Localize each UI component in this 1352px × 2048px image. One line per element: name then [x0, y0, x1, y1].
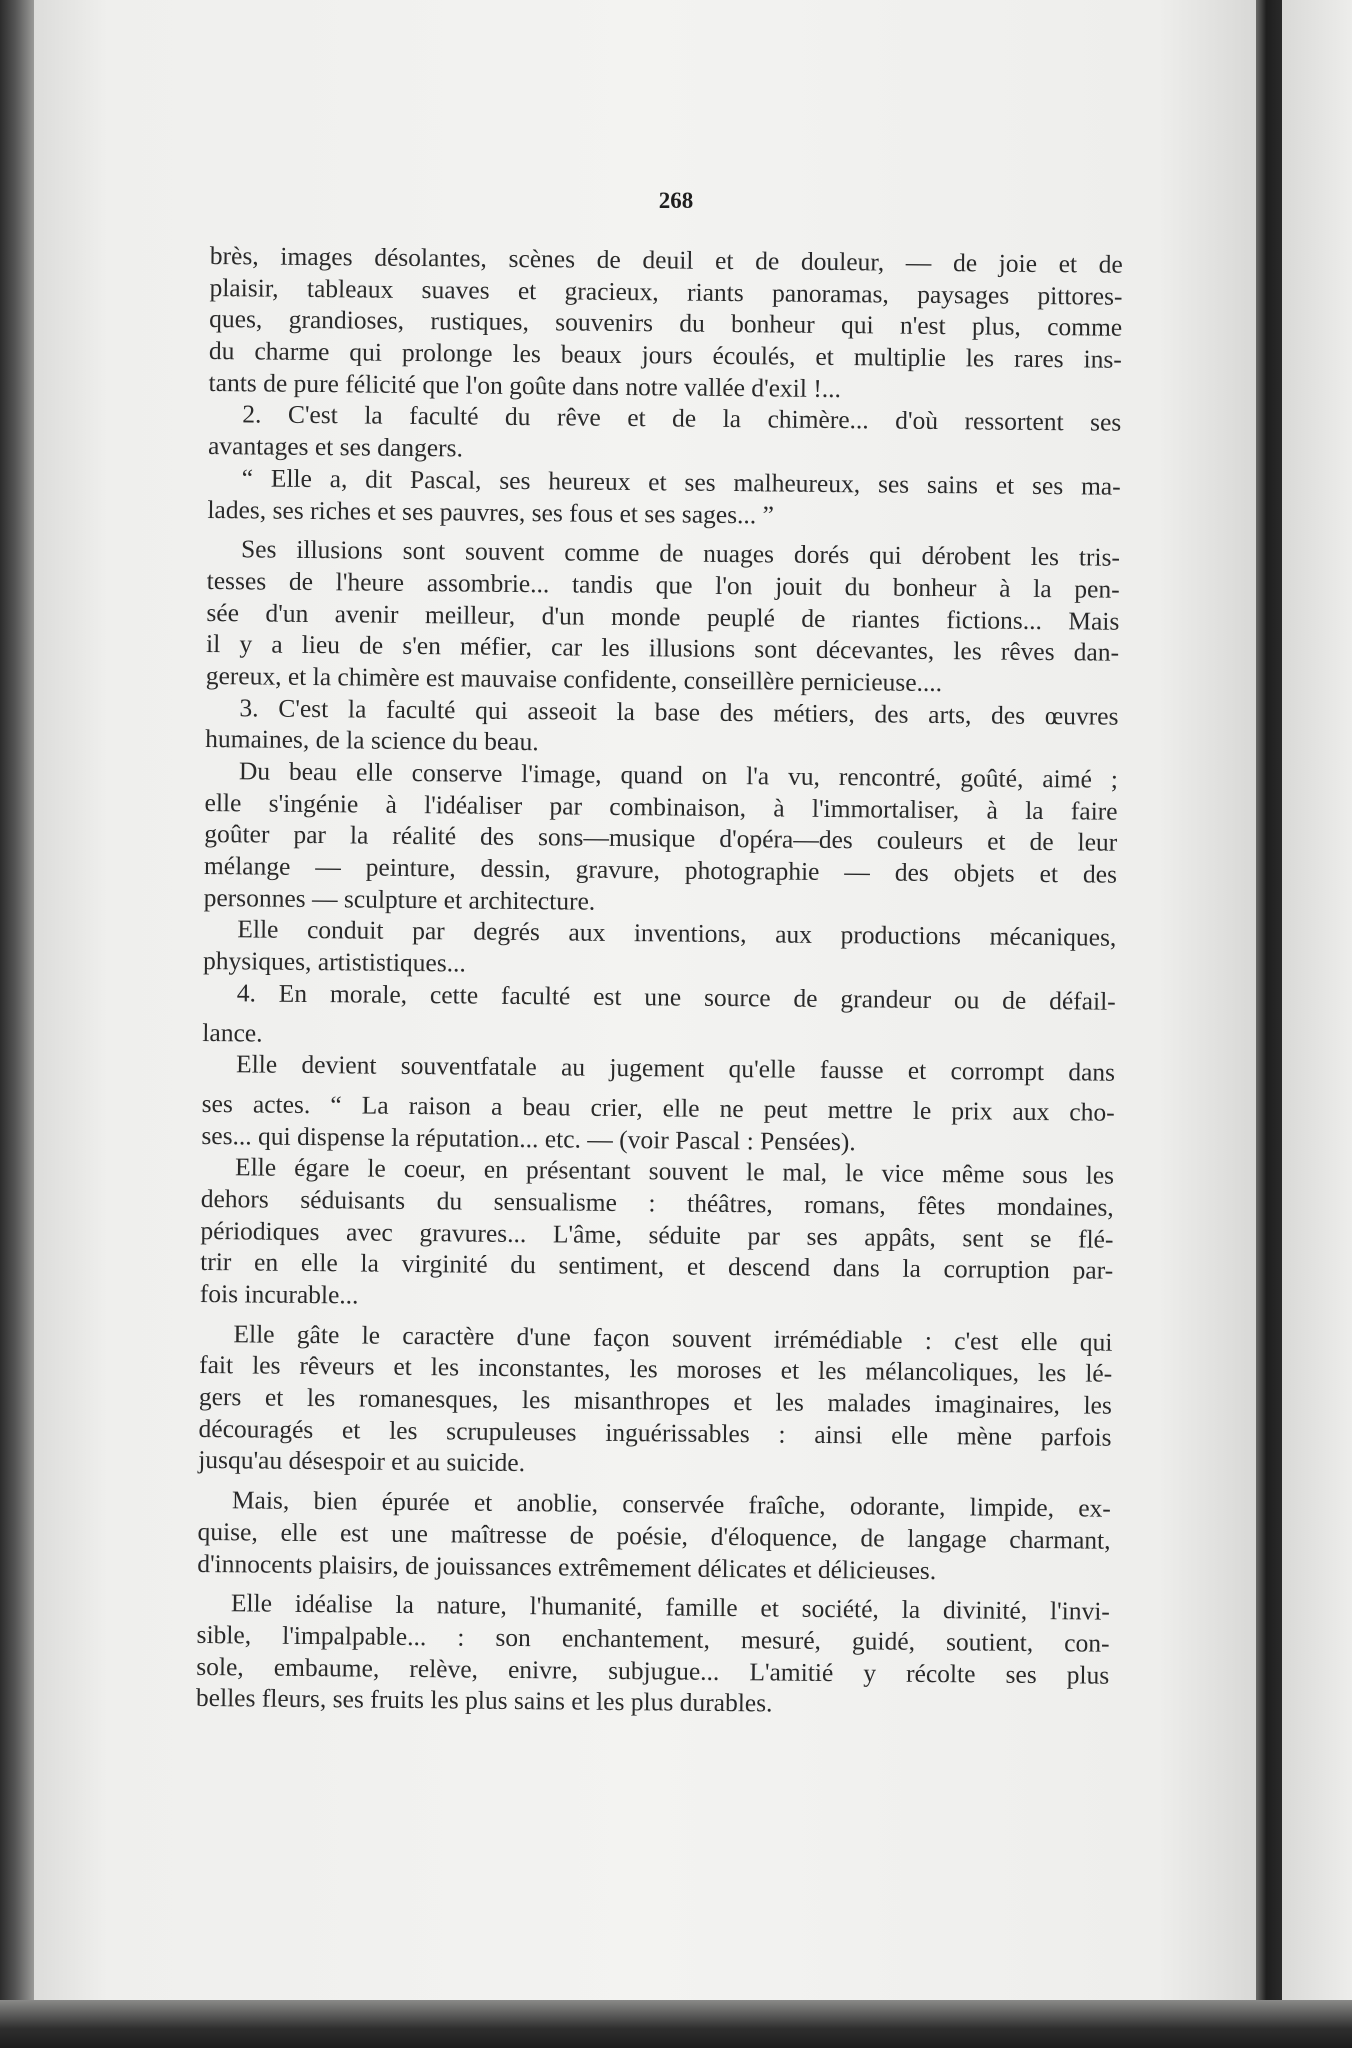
text-line: d'innocents plaisirs, de jouissances extrêmement délicates et délicieuses.	[197, 1548, 937, 1585]
text-line: “ Elle a, dit Pascal, ses heureux et ses malheureux, ses sains et ses ma-	[241, 463, 1121, 501]
text-line: plaisir, tableaux suaves et gracieux, riants panoramas, paysages pittores-	[209, 272, 1123, 311]
text-line: goûter par la réalité des sons—musique d'opéra—des couleurs et de leur	[204, 819, 1118, 858]
page-body-text	[196, 240, 1123, 1723]
scan-bottom-edge	[0, 2000, 1352, 2048]
text-line: périodiques avec gravures... L'âme, séduite par ses appâts, sent se flé-	[200, 1215, 1114, 1254]
text-line: sole, embaume, relève, enivre, subjugue... L'amitié y récolte ses plus	[196, 1651, 1110, 1690]
text-line: personnes — sculpture et architecture.	[203, 882, 596, 916]
text-line: quise, elle est une maîtresse de poésie, d'éloquence, de langage charmant,	[197, 1516, 1111, 1555]
text-line: ques, grandioses, rustiques, souvenirs du bonheur qui n'est plus, comme	[209, 304, 1123, 343]
text-line: elle s'ingénie à l'idéaliser par combinaison, à l'immortaliser, à la faire	[204, 787, 1118, 826]
text-line: belles fleurs, ses fruits les plus sains et les plus durables.	[195, 1683, 773, 1718]
text-line: physiques, artististiques...	[202, 946, 467, 978]
text-line: Elle gâte le caractère d'une façon souvent irrémédiable : c'est elle qui	[233, 1318, 1113, 1357]
text-line: dehors séduisants du sensualisme : théâtres, romans, fêtes mondaines,	[200, 1183, 1114, 1222]
text-line: sée d'un avenir meilleur, d'un monde peuplé de riantes fictions... Mais	[206, 597, 1120, 636]
text-line: lance.	[202, 1017, 263, 1048]
page-number: 268	[658, 188, 694, 213]
text-line: 4. En morale, cette faculté est une source de grandeur ou de défail-	[236, 978, 1116, 1016]
text-line: trir en elle la virginité du sentiment, et descend dans la corruption par-	[200, 1247, 1114, 1286]
text-line: découragés et les scrupuleuses inguérissables : ainsi elle mène parfois	[198, 1413, 1112, 1452]
next-page-edge	[1282, 0, 1352, 2048]
text-line: tants de pure félicité que l'on goûte dans notre vallée d'exil !...	[208, 367, 842, 403]
text-line: fois incurable...	[199, 1278, 359, 1310]
text-line: gereux, et la chimère est mauvaise confidente, conseillère pernicieuse....	[205, 660, 943, 697]
text-line: avantages et ses dangers.	[207, 431, 464, 463]
text-line: fait les rêveurs et les inconstantes, les moroses et les mélancoliques, les lé-	[199, 1350, 1113, 1389]
text-line: Mais, bien épurée et anoblie, conservée fraîche, odorante, limpide, ex-	[231, 1485, 1112, 1523]
text-line: gers et les romanesques, les misanthropes et les malades imaginaires, les	[198, 1382, 1112, 1420]
book-gutter-left	[0, 0, 34, 2048]
book-gutter-right	[1256, 0, 1282, 2048]
text-line: Elle devient souventfatale au jugement qu'elle fausse et corrompt dans	[235, 1049, 1116, 1087]
text-line: Ses illusions sont souvent comme de nuages dorés qui dérobent les tris-	[240, 534, 1121, 572]
text-line: 3. C'est la faculté qui asseoit la base des métiers, des arts, des œuvres	[239, 692, 1119, 731]
text-line: mélange — peinture, dessin, gravure, photographie — des objets et des	[203, 851, 1118, 889]
text-line: jusqu'au désespoir et au suicide.	[198, 1445, 526, 1478]
text-line: ses... qui dispense la réputation... etc. — (voir Pascal : Pensées).	[201, 1120, 856, 1156]
text-line: sible, l'impalpable... : son enchantement, mesuré, guidé, soutient, con-	[196, 1619, 1110, 1658]
text-line: Elle conduit par degrés aux inventions, aux productions mécaniques,	[237, 914, 1117, 953]
text-line: brès, images désolantes, scènes de deuil et de douleur, — de joie et de	[209, 240, 1123, 279]
text-line: il y a lieu de s'en méfier, car les illusions sont décevantes, les rêves dan-	[205, 629, 1120, 667]
text-line: du charme qui prolonge les beaux jours écoulés, et multiplie les rares ins-	[208, 336, 1123, 374]
text-line: humaines, de la science du beau.	[205, 724, 539, 757]
text-line: Elle égare le coeur, en présentant souvent le mal, le vice même sous les	[234, 1152, 1115, 1190]
text-line: 2. C'est la faculté du rêve et de la chimère... d'où ressortent ses	[242, 399, 1122, 438]
text-line: tesses de l'heure assombrie... tandis que l'on jouit du bonheur à la pen-	[206, 565, 1120, 604]
text-line: lades, ses riches et ses pauvres, ses fous et ses sages... ”	[207, 494, 775, 529]
text-line: ses actes. “ La raison a beau crier, elle ne peut mettre le prix aux cho-	[201, 1088, 1115, 1127]
text-line: Elle idéalise la nature, l'humanité, famille et société, la divinité, l'invi-	[230, 1588, 1111, 1626]
text-line: Du beau elle conserve l'image, quand on l'a vu, rencontré, goûté, aimé ;	[238, 756, 1119, 794]
